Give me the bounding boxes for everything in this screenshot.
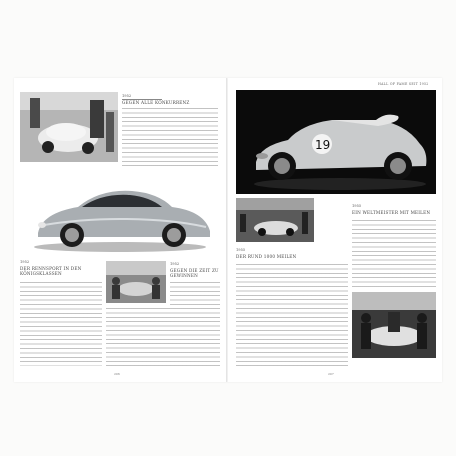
heading-top: GEGEN ALLE KONKURRENZ bbox=[122, 100, 190, 105]
heading-mid: DER RENNSPORT IN DEN KÖNIGSKLASSEN bbox=[20, 266, 82, 276]
heading-right: EIN WELTMEISTER MIT MEILEN bbox=[352, 210, 431, 215]
page-number-left: 206 bbox=[114, 372, 120, 376]
right-page bbox=[228, 78, 442, 382]
photo-silver-coupe bbox=[20, 173, 220, 253]
year-label-right: 1955 bbox=[352, 204, 362, 208]
body-text-right-column bbox=[352, 220, 436, 288]
year-label-mid-right: 1955 bbox=[236, 248, 246, 252]
photo-mechanics bbox=[352, 292, 436, 358]
photo-pit-stop bbox=[20, 92, 118, 162]
mechanics-image bbox=[352, 292, 436, 358]
pit-stop-image bbox=[20, 92, 118, 162]
year-label-small: 1952 bbox=[170, 262, 180, 266]
photo-race-car-19 bbox=[236, 90, 436, 194]
svg-text:19: 19 bbox=[315, 138, 331, 152]
photo-race-action bbox=[236, 198, 314, 242]
body-text-top bbox=[122, 108, 218, 168]
body-text-side bbox=[170, 282, 220, 306]
page-number-right: 207 bbox=[328, 372, 334, 376]
race-car-19-image bbox=[236, 90, 436, 194]
body-text-bottom-right bbox=[106, 308, 220, 366]
running-head: HALL OF FAME SEIT 1952 bbox=[378, 82, 429, 86]
body-text-mid-left bbox=[236, 264, 348, 368]
race-action-image bbox=[236, 198, 314, 242]
heading-mid-right: DER RUND 1000 MEILEN bbox=[236, 254, 297, 259]
silver-coupe-image bbox=[20, 173, 220, 253]
crowd-image bbox=[106, 261, 166, 303]
body-text-bottom-left bbox=[20, 282, 102, 366]
year-label-top: 1952 bbox=[122, 94, 132, 98]
left-page bbox=[14, 78, 228, 382]
heading-small: GEGEN DIE ZEIT ZU GEWINNEN bbox=[170, 268, 219, 278]
year-label-mid: 1952 bbox=[20, 260, 30, 264]
photo-crowd bbox=[106, 261, 166, 303]
